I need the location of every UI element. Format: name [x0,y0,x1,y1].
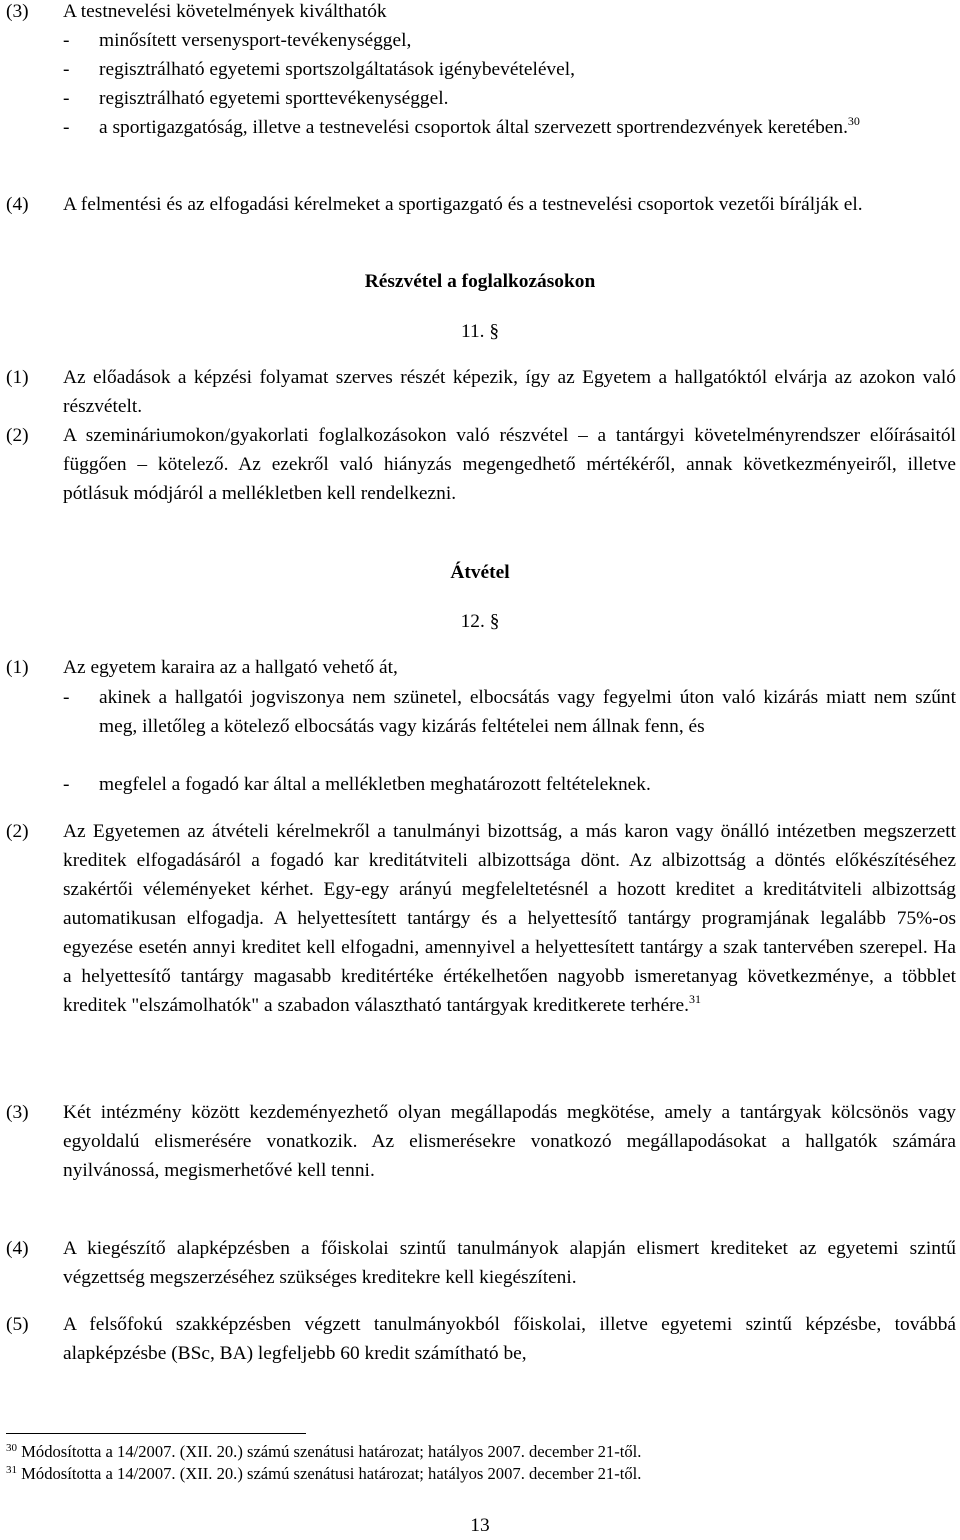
paragraph-text: Az egyetem karaira az a hallgató vehető át, [63,657,398,678]
footnote [6,1441,956,1463]
paragraph-number: (5) [6,1314,29,1335]
list-item-text: regisztrálható egyetemi sportszolgáltatások igénybevételével, [99,59,575,80]
paragraph-3 [6,0,956,26]
paragraph-12-1 [6,653,956,682]
footnote-ref: 31 [689,992,702,1006]
list-item [63,55,956,84]
footnote-divider [6,1433,306,1434]
list-item-text [99,113,956,142]
paragraph-text: Az előadások a képzési folyamat szerves részét képezik, így az Egyetem a hallgatóktól elvárja az azokon való részvételt. [63,367,956,417]
list-item [63,113,956,142]
footnote-text: Módosította a 14/2007. (XII. 20.) számú szenátusi határozat; hatályos 2007. december 21-től. [21,1464,642,1483]
section-number: 11. § [460,321,500,342]
paragraph-number: (2) [6,821,29,842]
paragraph-text: A szemináriumokon/gyakorlati foglalkozásokon való részvétel – a tantárgyi követelményrendszer előírásaitól függően – kötelező. Az ezekről való hiányzás megengedhető mértékéről, annak következményeiről, illetve pótlásuk módjáról a mellékletben kell rendelkezni. [63,425,956,504]
list-item [63,84,956,113]
list-item [63,683,956,741]
paragraph-number: (3) [6,1102,29,1123]
paragraph-number: (4) [6,1238,29,1259]
paragraph-12-4 [6,1234,956,1292]
section-heading: Átvétel [450,562,510,583]
page-number: 13 [470,1515,490,1536]
paragraph-text: Két intézmény között kezdeményezhető olyan megállapodás megkötése, amely a tantárgyak kölcsönös vagy egyoldalú elismerésére vonatkozik. Az elismerésekre vonatkozó megállapodásokat a hallgatók számára nyilvánossá, megismerhetővé kell tenni. [63,1102,956,1181]
footnote-ref: 30 [847,114,860,128]
list-item-text: regisztrálható egyetemi sporttevékenységgel. [99,88,449,109]
paragraph-text: A kiegészítő alapképzésben a főiskolai szintű tanulmányok alapján elismert krediteket az egyetemi szintű végzettség megszerzéséhez szükséges kreditekre kell kiegészíteni. [63,1238,956,1288]
footnote-number: 30 [6,1442,17,1454]
list-marker: - [63,687,70,708]
paragraph-12-3 [6,1098,956,1185]
section-heading: Részvétel a foglalkozásokon [364,271,596,292]
paragraph-12-5 [6,1310,956,1368]
paragraph-12-2 [6,817,956,1020]
paragraph-text [63,817,956,1020]
paragraph-text-body: Az Egyetemen az átvételi kérelmekről a tanulmányi bizottság, a más karon vagy önálló intézetben megszerzett kreditek elfogadásáról a fogadó kar kreditátviteli albizottsága dönt. Az albizottság a döntés előkészítéséhez szakértői véleményeket kérhet. Egy-egy arányú megfeleltetésnél a hozott kreditet a kreditátviteli albizottság automatikusan elfogadja. A helyettesített tantárgy és a helyettesítő tantárgy programjának legalább 75%-os egyezése esetén annyi kreditet kell elfogadni, amennyivel a helyettesített tantárgy a szak tantervében szerepel. Ha a helyettesítő tantárgy magasabb kreditértéke értékelhetően nagyobb ismeretanyag következménye, a többlet kreditek "elszámolhatók" a szabadon választható tantárgyak kreditkerete terhére. [63,821,956,1016]
list-item-text: akinek a hallgatói jogviszonya nem szünetel, elbocsátás vagy fegyelmi úton való kizárás miatt nem szűnt meg, illetőleg a kötelező elbocsátás vagy kizárás feltételei nem állnak fenn, és [99,687,956,737]
list-marker: - [63,774,70,795]
list-marker: - [63,59,70,80]
list-item [63,26,956,55]
paragraph-number: (2) [6,425,29,446]
list-marker: - [63,88,70,109]
list-item-text: megfelel a fogadó kar által a mellékletben meghatározott feltételeknek. [99,774,651,795]
paragraph-number: (1) [6,657,29,678]
paragraph-number: (3) [6,1,29,22]
footnote-number: 31 [6,1464,17,1476]
list-item-text-body: a sportigazgatóság, illetve a testnevelési csoportok által szervezett sportrendezvények keretében. [99,117,848,138]
paragraph-text: A felmentési és az elfogadási kérelmeket a sportigazgató és a testnevelési csoportok vezetői bírálják el. [63,194,863,215]
paragraph-text: A felsőfokú szakképzésben végzett tanulmányokból főiskolai, illetve egyetemi szintű képzésbe, továbbá alapképzésbe (BSc, BA) legfeljebb 60 kredit számítható be, [63,1314,956,1364]
list-marker: - [63,117,70,138]
paragraph-11-1 [6,363,956,421]
footnote-text: Módosította a 14/2007. (XII. 20.) számú szenátusi határozat; hatályos 2007. december 21-től. [21,1442,642,1461]
list-item [63,770,956,799]
footnote [6,1463,956,1485]
paragraph-text: A testnevelési követelmények kiválthatók [63,1,387,22]
paragraph-4 [6,190,956,219]
paragraph-11-2 [6,421,956,508]
paragraph-number: (4) [6,194,29,215]
list-item-text: minősített versenysport-tevékenységgel, [99,30,412,51]
paragraph-number: (1) [6,367,29,388]
list-marker: - [63,30,70,51]
section-number: 12. § [460,611,500,632]
